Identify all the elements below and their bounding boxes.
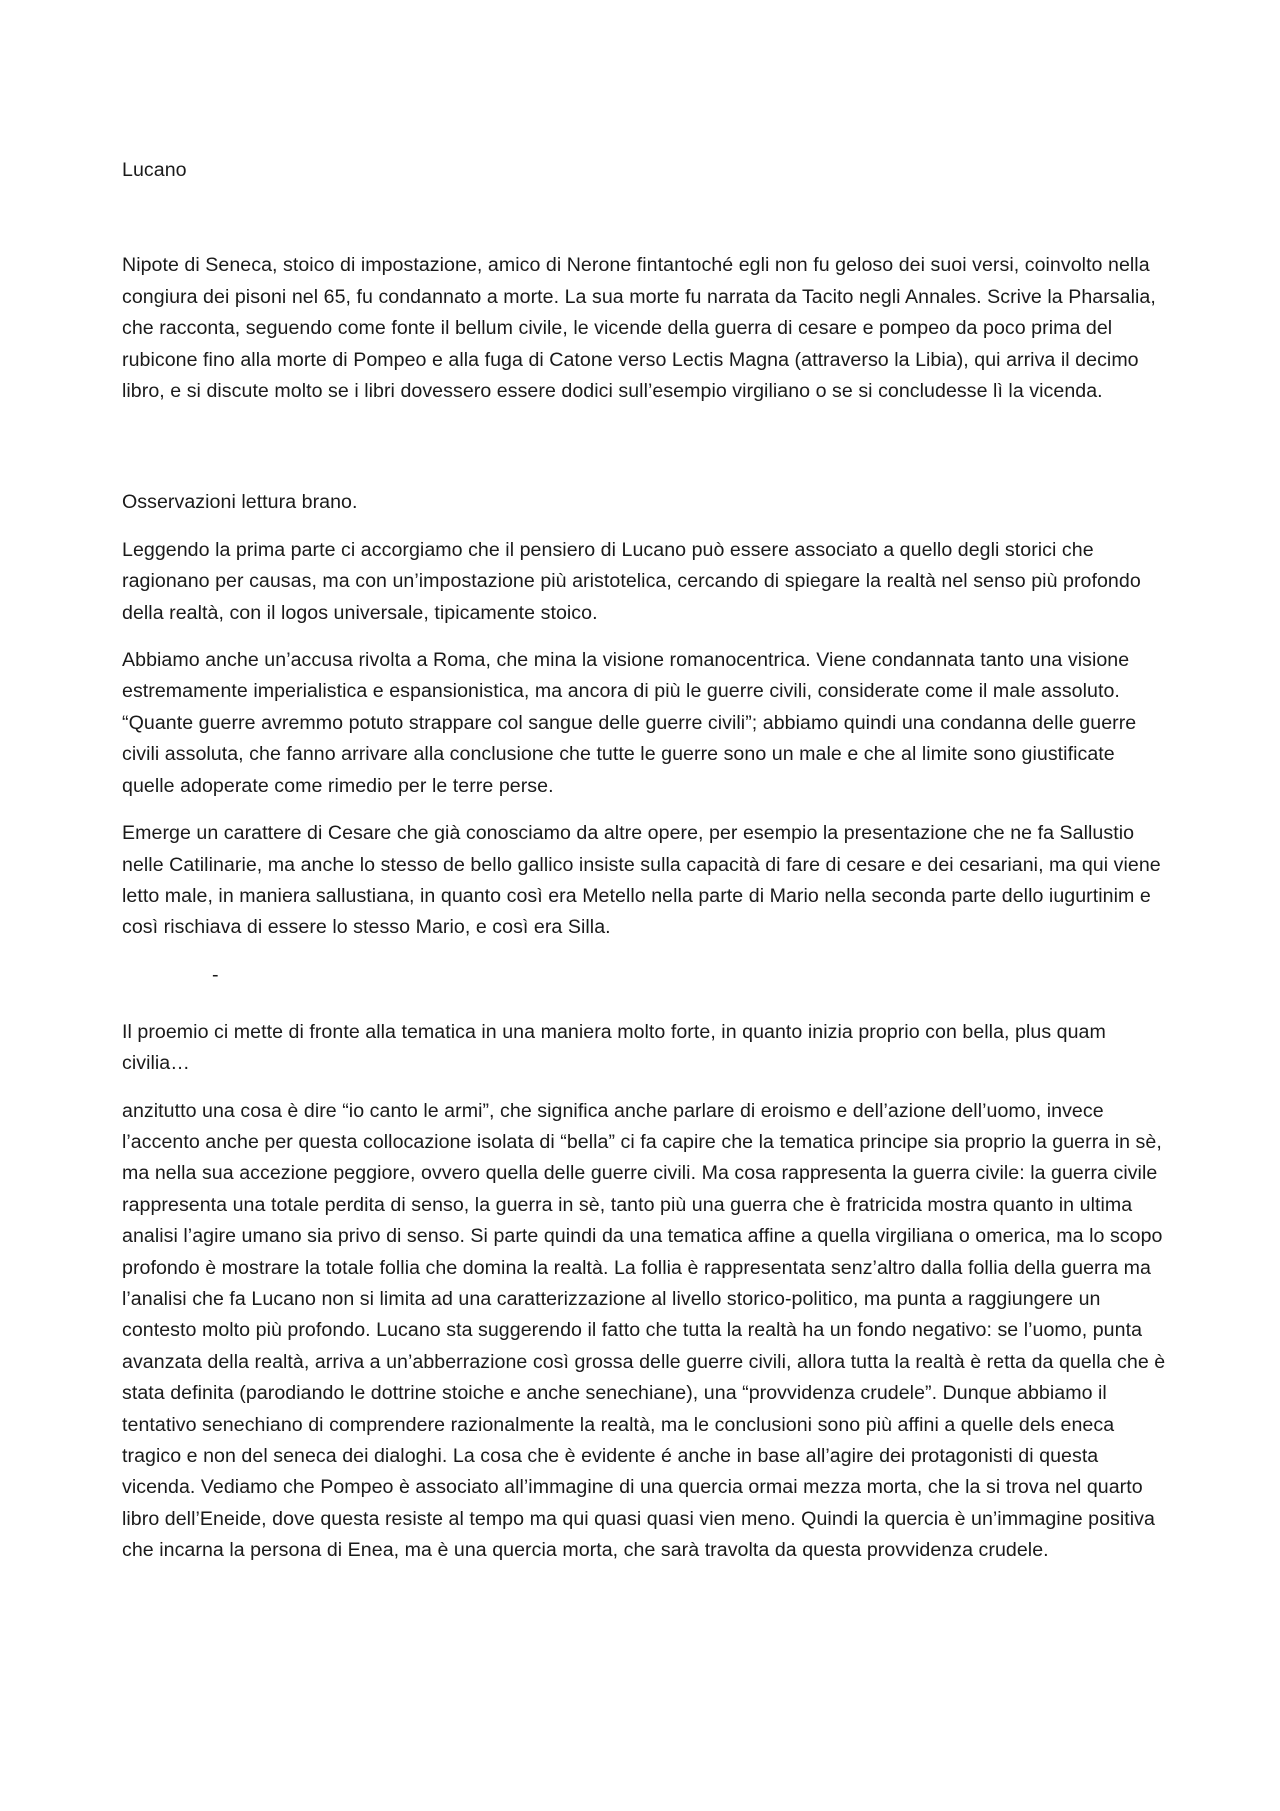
- intro-paragraph: Nipote di Seneca, stoico di impostazione, amico di Nerone fintantoché egli non fu geloso dei suoi versi, coinvolto nella congiura dei pisoni nel 65, fu condannato a morte. La sua morte fu narrata da Tacito negli Annales. Scrive la Pharsalia, che racconta, seguendo come fonte il bellum civile, le vicende della guerra di cesare e pompeo da poco prima del rubicone fino alla morte di Pompeo e alla fuga di Catone verso Lectis Magna (attraverso la Libia), qui arriva il decimo libro, e si discute molto se i libri dovessero essere dodici sull’esempio virgiliano o se si concludesse lì la vicenda.: [122, 254, 1156, 403]
- spacer: [122, 423, 1172, 487]
- document-body: [122, 155, 1172, 1583]
- section-heading: Osservazioni lettura brano.: [122, 491, 358, 514]
- document-title: Lucano: [122, 159, 187, 181]
- body-paragraph-2: Abbiamo anche un’accusa rivolta a Roma, che mina la visione romanocentrica. Viene condannata tanto una visione estremamente imperialistica e espansionistica, ma ancora di più le guerre civili, considerate come il male assoluto. “Quante guerre avremmo potuto strappare col sangue delle guerre civili”; abbiamo quindi una condanna delle guerre civili assoluta, che fanno arrivare alla conclusione che tutte le guerre sono un male e che al limite sono giustificate quelle adoperate come rimedio per le terre perse.: [122, 649, 1137, 797]
- spacer: [122, 186, 1172, 250]
- proem-paragraph: Il proemio ci mette di fronte alla tematica in una maniera molto forte, in quanto inizia proprio con bella, plus quam civilia…: [122, 1020, 1106, 1075]
- spacer: [122, 991, 1172, 1017]
- body-paragraph-3: Emerge un carattere di Cesare che già conosciamo da altre opere, per esempio la presentazione che ne fa Sallustio nelle Catilinarie, ma anche lo stesso de bello gallico insiste sulla capacità di fare di cesare e dei cesariani, ma qui viene letto male, in maniera sallustiana, in quanto così era Metello nella parte di Mario nella seconda parte dello iugurtinim e così rischiava di essere lo stesso Mario, e così era Silla.: [122, 822, 1161, 939]
- body-paragraph-1: Leggendo la prima parte ci accorgiamo che il pensiero di Lucano può essere associato a quello degli storici che ragionano per causas, ma con un’impostazione più aristotelica, cercando di spiegare la realtà nel senso più profondo della realtà, con il logos universale, tipicamente stoico.: [122, 538, 1141, 624]
- analysis-paragraph: anzitutto una cosa è dire “io canto le armi”, che significa anche parlare di eroismo e dell’azione dell’uomo, invece l’accento anche per questa collocazione isolata di “bella” ci fa capire che la tematica principe sia proprio la guerra in sè, ma nella sua accezione peggiore, ovvero quella delle guerre civili. Ma cosa rappresenta la guerra civile: la guerra civile rappresenta una totale perdita di senso, la guerra in sè, tanto più una guerra che è fratricida mostra quanto in ultima analisi l’agire umano sia privo di senso. Si parte quindi da una tematica affine a quella virgiliana o omerica, ma lo scopo profondo è mostrare la totale follia che domina la realtà. La follia è rappresentata senz’altro dalla follia della guerra ma l’analisi che fa Lucano non si limita ad una caratterizzazione al livello storico-politico, ma punta a raggiungere un contesto molto più profondo. Lucano sta suggerendo il fatto che tutta la realtà ha un fondo negativo: se l’uomo, punta avanzata della realtà, arriva a un’abberrazione così grossa delle guerre civili, allora tutta la realtà è retta da quella che è stata definita (parodiando le dottrine stoiche e anche senechiane), una “provvidenza crudele”. Dunque abbiamo il tentativo senechiano di comprendere razionalmente la realtà, ma le conclusioni sono più affini a quelle dels eneca tragico e non del seneca dei dialoghi. La cosa che è evidente é anche in base all’agire dei protagonisti di questa vicenda. Vediamo che Pompeo è associato all’immagine di una quercia ormai mezza morta, che la si trova nel quarto libro dell’Eneide, dove questa resiste al tempo ma qui quasi quasi vien meno. Quindi la quercia è un’immagine positiva che incarna la persona di Enea, ma è una quercia morta, che sarà travolta da questa provvidenza crudele.: [122, 1099, 1166, 1562]
- dash-marker: -: [212, 963, 219, 986]
